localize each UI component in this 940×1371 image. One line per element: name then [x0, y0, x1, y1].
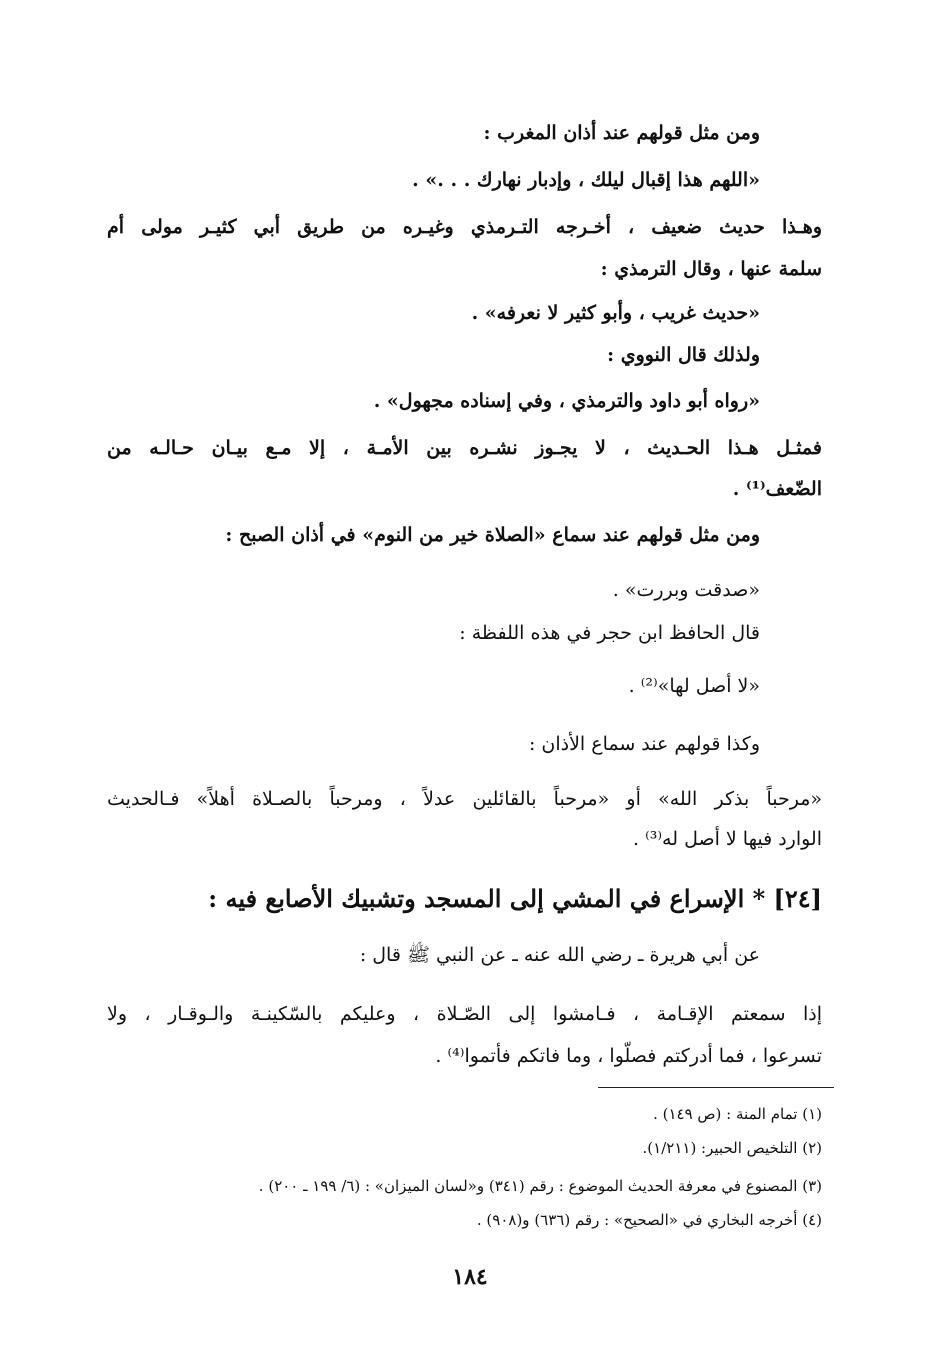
body-line-4: سلمة عنها ، وقال الترمذي :	[600, 258, 822, 280]
footnote-1: (١) تمام المنة : (ص ١٤٩) .	[653, 1105, 822, 1123]
hadith-line-1: عن أبي هريرة ـ رضي الله عنه ـ عن النبي ﷺ قال :	[359, 944, 760, 966]
body-line-6: ولذلك قال النووي :	[607, 344, 760, 366]
body-line-14: وكذا قولهم عند سماع الأذان :	[528, 733, 760, 755]
body-line-16: الوارد فيها لا أصل له⁽³⁾ .	[633, 828, 822, 850]
body-line-7: «رواه أبو داود والترمذي ، وفي إسناده مجهول» .	[373, 390, 760, 412]
body-line-8: فمثـل هـذا الحـديث ، لا يجـوز نشـره بين الأمـة ، إلا مـع بيـان حـالـه من	[107, 437, 822, 459]
footnote-2: (٢) التلخيص الحبير: (١/٢١١).	[642, 1139, 822, 1157]
hadith-line-2: إذا سمعتم الإقـامة ، فـامشوا إلى الصّـلاة ، وعليكم بالسّكينـة والـوقـار ، ولا	[107, 1003, 822, 1025]
page-number: ١٨٤	[452, 1264, 488, 1290]
body-line-11: «صدقت وبررت» .	[612, 579, 760, 601]
body-line-9: الضّعف⁽¹⁾ .	[732, 478, 822, 500]
hadith-line-3: تسرعوا ، فما أدركتم فصلّوا ، وما فاتكم فأتموا⁽⁴⁾ .	[435, 1045, 822, 1067]
body-line-1: ومن مثل قولهم عند أذان المغرب :	[483, 122, 760, 144]
footnote-4: (٤) أخرجه البخاري في «الصحيح» : رقم (٦٣٦) و(٩٠٨) .	[476, 1211, 822, 1229]
body-line-5: «حديث غريب ، وأبو كثير لا نعرفه» .	[471, 302, 760, 324]
body-line-12: قال الحافظ ابن حجر في هذه اللفظة :	[459, 622, 760, 644]
body-line-15: «مرحباً بذكر الله» أو «مرحباً بالقائلين عدلاً ، ومرحباً بالصـلاة أهلاً» فـالحديث	[107, 788, 822, 810]
footnote-3: (٣) المصنوع في معرفة الحديث الموضوع : رقم (٣٤١) و«لسان الميزان» : (٦/ ١٩٩ ـ ٢٠٠) .	[258, 1177, 822, 1195]
body-line-13: «لا أصل لها»⁽²⁾ .	[628, 675, 760, 697]
footnote-separator	[598, 1087, 834, 1088]
body-line-3: وهـذا حديث ضعيف ، أخـرجه التـرمذي وغيـره من طريق أبي كثيـر مولى أم	[107, 216, 822, 238]
section-heading: [٢٤] * الإسراع في المشي إلى المسجد وتشبيك الأصابع فيه :	[208, 884, 822, 913]
body-line-2: «اللهم هذا إقبال ليلك ، وإدبار نهارك . . .» .	[412, 169, 760, 191]
body-line-10: ومن مثل قولهم عند سماع «الصلاة خير من النوم» في أذان الصبح :	[225, 524, 760, 546]
